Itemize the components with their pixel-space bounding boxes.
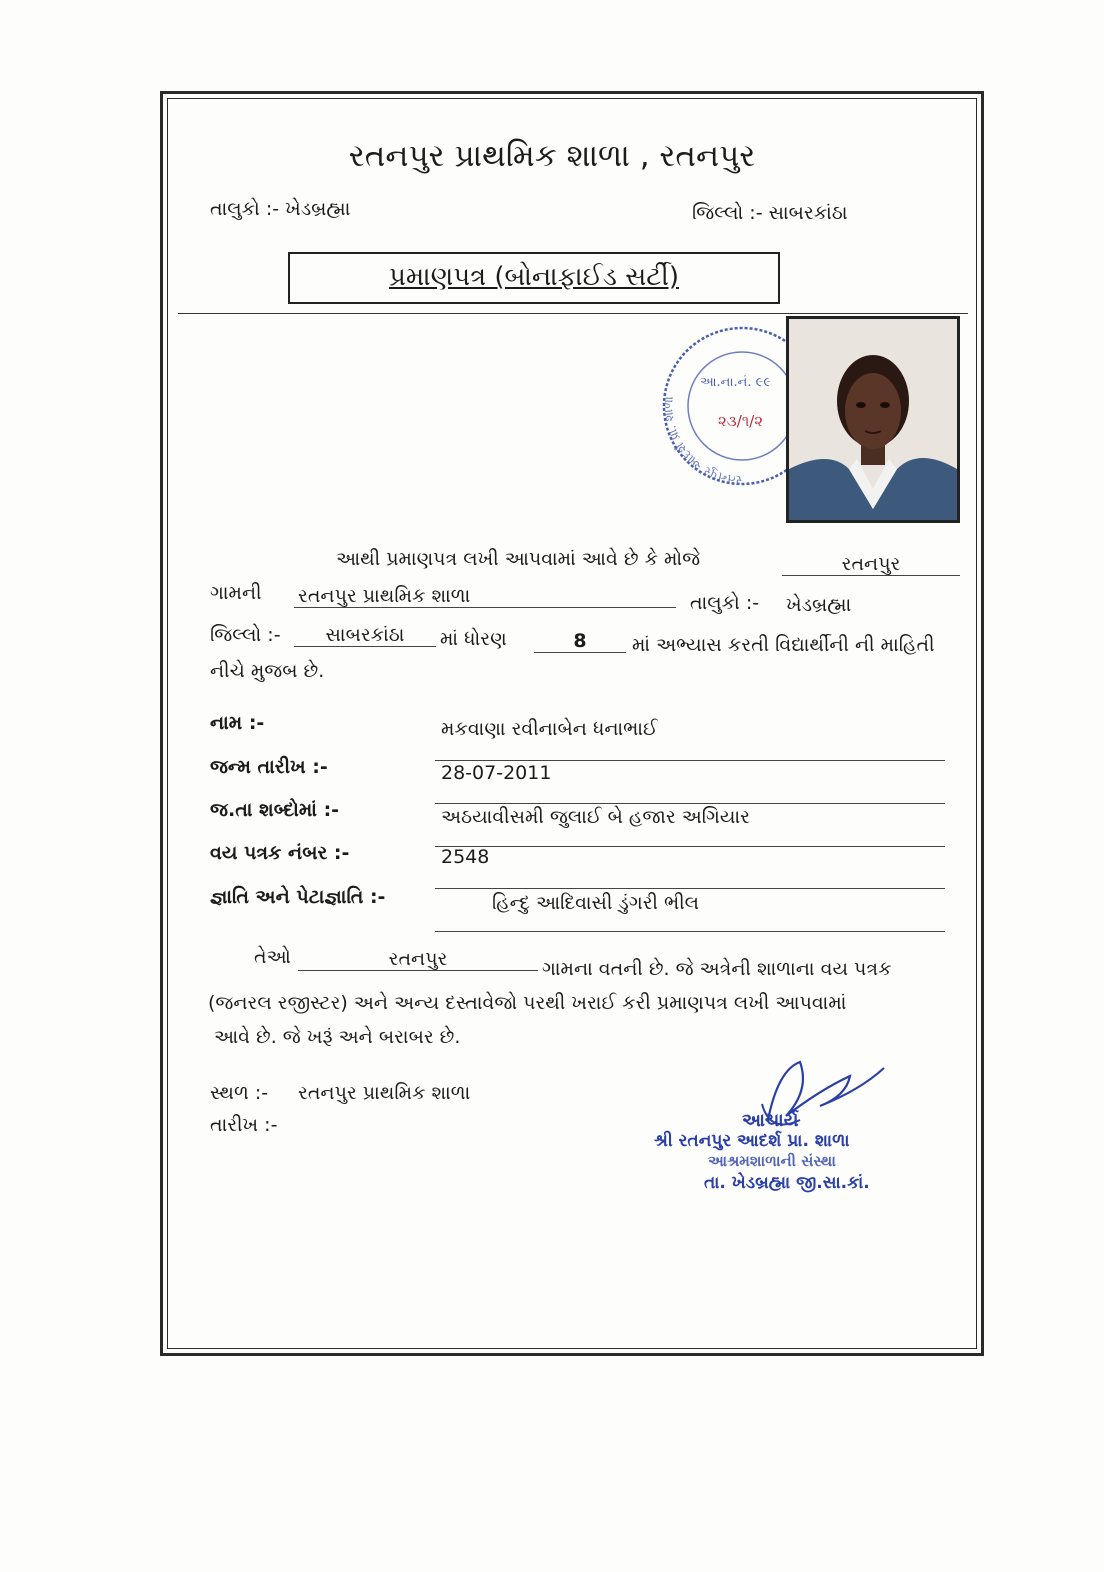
certificate-title: પ્રમાણપત્ર (બોનાફાઈડ સર્ટી) — [389, 262, 679, 292]
place-value: રતનપુર પ્રાથમિક શાળા — [298, 1082, 471, 1104]
field-dob-line — [435, 803, 945, 804]
signature-stamp-line-2: શ્રી રતનપુર આદર્શ પ્રા. શાળા — [654, 1131, 850, 1151]
intro-taluka: ખેડબ્રહ્મા — [786, 594, 852, 616]
header-divider — [178, 313, 968, 314]
school-title: રતનપુર પ્રાથમિક શાળા , રતનપુર — [348, 138, 756, 174]
intro-taluka-label: તાલુકો :- — [690, 592, 760, 614]
field-dob-words-line — [435, 846, 945, 847]
field-caste-label: જ્ઞાતિ અને પેટાજ્ઞાતિ :- — [210, 886, 386, 908]
declaration-village: રતનપુર — [298, 948, 538, 971]
declaration-line-1-tail: ગામના વતની છે. જે અત્રેની શાળાના વય પત્રક — [542, 958, 892, 980]
field-dob-value: 28-07-2011 — [441, 762, 552, 784]
intro-district: સાબરકાંઠા — [294, 624, 436, 647]
field-caste-line — [435, 931, 945, 932]
field-dob-words-label: જ.તા શબ્દોમાં :- — [210, 799, 340, 821]
declaration-line-2: (જનરલ રજીસ્ટર) અને અન્ય દસ્તાવેજો પરથી ખરાઈ કરી પ્રમાણપત્ર લખી આપવામાં — [208, 992, 847, 1014]
field-dob-words-value: અઠયાવીસમી જુલાઈ બે હજાર અગિયાર — [441, 806, 750, 828]
taluka-header: તાલુકો :- ખેડબ્રહ્મા — [210, 198, 351, 220]
student-photo — [786, 316, 960, 523]
signature-stamp-line-3: આશ્રમશાળાની સંસ્થા — [708, 1152, 836, 1170]
intro-line-4: નીચે મુજબ છે. — [210, 660, 325, 682]
principal-signature-stamp — [650, 1050, 910, 1210]
intro-std-label: માં ધોરણ — [440, 628, 507, 650]
field-register-no-label: વય પત્રક નંબર :- — [210, 842, 350, 864]
stamp-outer-text: રતનપુર આદર્શ પ્રા. શાળા — [661, 396, 743, 488]
field-dob-label: જન્મ તારીખ :- — [210, 756, 328, 778]
field-register-no-line — [435, 888, 945, 889]
signature-stamp-line-4: તા. ખેડબ્રહ્મા જી.સા.કાં. — [704, 1173, 870, 1193]
stamp-ref-no: આ.ના.નં. ૯૯ — [700, 375, 772, 390]
field-name-label: નામ :- — [210, 712, 265, 734]
field-name-line — [435, 760, 945, 761]
intro-village-prefix: ગામની — [210, 582, 262, 604]
intro-village: રતનપુર — [782, 553, 960, 576]
district-header: જિલ્લો :- સાબરકાંઠા — [692, 202, 848, 224]
place-label: સ્થળ :- — [210, 1082, 269, 1104]
field-caste-value: હિન્દુ આદિવાસી ડુંગરી ભીલ — [492, 892, 700, 914]
certificate-title-box — [288, 252, 780, 304]
intro-district-label: જિલ્લો :- — [210, 624, 281, 646]
stamp-date: ૨૩/૧/૨ — [718, 412, 764, 430]
date-label: તારીખ :- — [210, 1114, 278, 1136]
field-register-no-value: 2548 — [441, 846, 490, 868]
signature-stamp-line-1: આચાર્ય — [742, 1110, 799, 1131]
intro-line-3-tail: માં અભ્યાસ કરતી વિદ્યાર્થીની ની માહિતી — [632, 634, 935, 656]
declaration-prefix: તેઓ — [254, 946, 291, 968]
intro-line-1: આથી પ્રમાણપત્ર લખી આપવામાં આવે છે કે મોજે — [336, 548, 701, 570]
declaration-line-3: આવે છે. જે ખરૂં અને બરાબર છે. — [214, 1026, 461, 1048]
intro-school: રતનપુર પ્રાથમિક શાળા — [294, 585, 676, 608]
student-photo-image — [789, 319, 957, 520]
intro-std: 8 — [534, 630, 626, 653]
field-name-value: મકવાણા રવીનાબેન ધનાભાઈ — [441, 718, 658, 740]
